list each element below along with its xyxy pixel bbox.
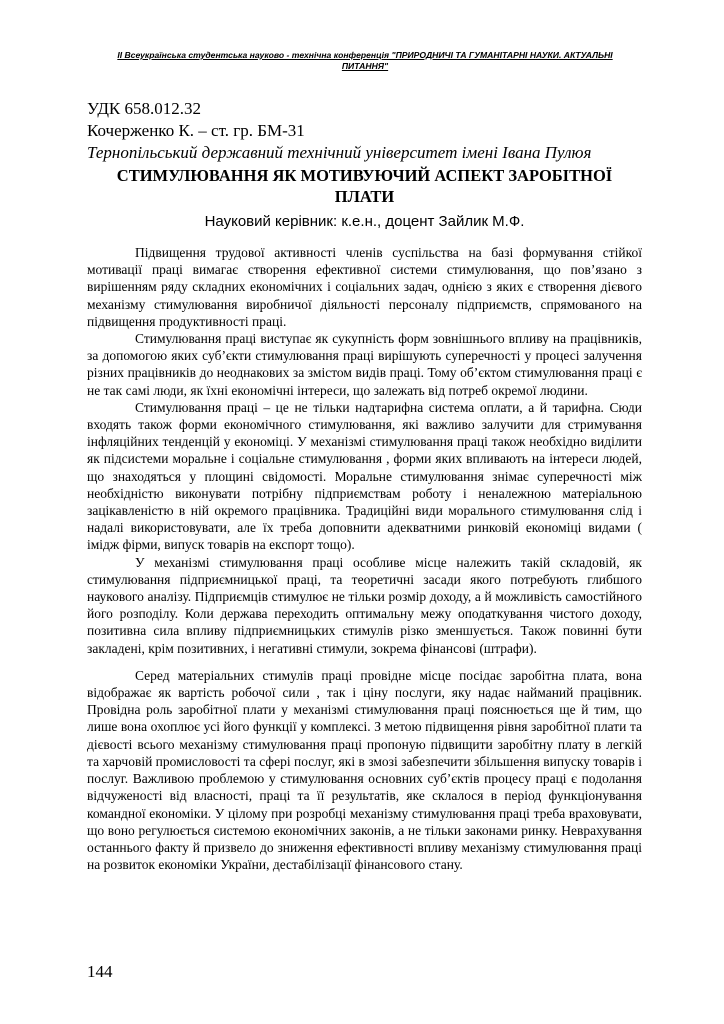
institution-line: Тернопільський державний технічний університет імені Івана Пулюя [87,143,592,162]
paragraph-1: Підвищення трудової активності членів суспільства на базі формування стійкої мотивації праці вимагає створення ефективної системи стимулювання, що пов’язано з вирішенням ряду складних економічних і соціальних задач, однією з яких є створення дієвого механізму стимулювання виробничої діяльності персоналу підприємств, спрямованого на підвищення продуктивності праці. [87,245,642,329]
udk-code: УДК 658.012.32 [87,99,202,118]
supervisor-line: Науковий керівник: к.е.н., доцент Зайлик М.Ф. [204,213,525,230]
page-number: 144 [87,962,113,981]
paragraph-3: Стимулювання праці – це не тільки надтарифна система оплати, а й тарифна. Сюди входять також форми економічного стимулювання, які важливо залучити для стримування інфляційних тенденцій у економіці. У механізмі стимулювання праці також необхідно виділити як підсистеми моральне і соціальне стимулювання , форми яких впливають на інтереси людей, що знаходяться у площині свідомості. Моральне стимулювання знімає суперечності між необхідністю виконувати потрібну підприємствам роботу і неналежною матеріальною зацікавленістю в ній окремого працівника. Традиційні види морального стимулювання слід і надалі використовувати, але їх треба доповнити адекватними ринковій економіці видами ( імідж фірми, випуск товарів на експорт тощо). [87,399,642,553]
paragraph-4: У механізмі стимулювання праці особливе місце належить такій складовій, як стимулювання підприємницької праці, та теоретичні засади якого потребують глибшого наукового аналізу. Підприємців стимулює не тільки розмір доходу, а й можливість самостійного його розподілу. Коли держава переходить оптимальну межу оподаткування чистого доходу, позитивна сила впливу підприємницьких стимулів різко зменшується. Також повинні бути закладені, крім позитивних, і негативні стимули, зокрема фінансові (штрафи). [87,554,642,656]
article-title: СТИМУЛЮВАННЯ ЯК МОТИВУЮЧИЙ АСПЕКТ ЗАРОБІТНОЇ ПЛАТИ [116,166,613,206]
paragraph-5: Серед матеріальних стимулів праці провідне місце посідає заробітна плата, вона відображає як вартість робочої сили , так і ціну послуги, яку надає найманий працівник. Провідна роль заробітної плати у механізмі стимулювання праці пояснюється ще й тим, що лише вона охоплює усі його функції у комплексі. З метою підвищення рівня заробітної плати та дієвості всього механізму стимулювання праці пропоную підвищити заробітну плату в легкій та харчовій промисловості та сфері послуг, які в змозі забезпечити збільшення випуску товарів і послуг. Важливою проблемою у стимулювання основних суб’єктів процесу праці є подолання відчуженості від власності, праці та її результатів, яке склалося в період функціонування командної економіки. У цілому при розробці механізму стимулювання праці треба враховувати, що воно регулюється системою економічних законів, а не тільки законами ринку. Неврахування останнього факту й призвело до зниження ефективності впливу механізму стимулювання праці на розвиток економіки України, дестабілізації фінансового стану. [87,667,642,873]
paragraph-2: Стимулювання праці виступає як сукупність форм зовнішнього впливу на працівників, за допомогою яких суб’єкти стимулювання праці вирішують суперечності у процесі залучення різних працівників до неоднакових за змістом видів праці. Тому об’єктом стимулювання праці є не так самі люди, як їхні економічні інтереси, що залежать від потреб окремої людини. [87,331,642,398]
author-line: Кочерженко К. – ст. гр. БМ-31 [87,121,305,140]
conference-header: ІІ Всеукраїнська студентська науково - технічна конференція "ПРИРОДНИЧІ ТА ГУМАНІТАРНІ НАУКИ. АКТУАЛЬНІ ПИТАННЯ" [117,50,613,71]
article-meta [87,98,647,164]
article-body [87,244,642,873]
